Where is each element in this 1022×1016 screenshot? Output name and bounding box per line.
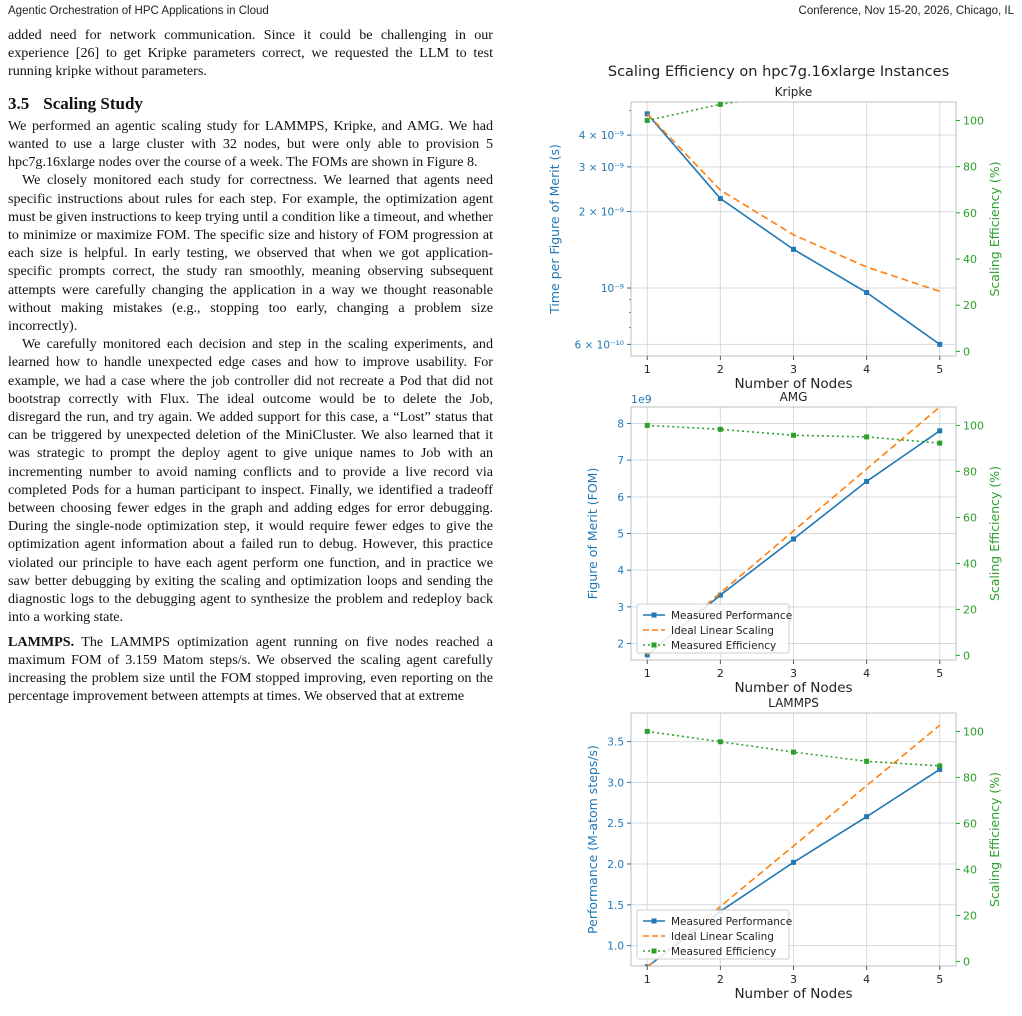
kripke-x-tick-label: 4	[863, 363, 871, 376]
lammps-x-tick-label: 5	[936, 973, 944, 986]
lammps-legend-label: Measured Efficiency	[671, 946, 777, 958]
lammps-y-tick-label: 2.0	[607, 858, 624, 871]
amg-y-axis-label: Figure of Merit (FOM)	[585, 467, 600, 600]
lammps-efficiency-point	[864, 759, 869, 764]
lammps-right-tick-label: 40	[963, 863, 977, 877]
kripke-efficiency-point	[718, 102, 723, 107]
amg-right-axis-label: Scaling Efficiency (%)	[987, 465, 1002, 602]
figure-scaling-efficiency	[535, 60, 1022, 1000]
lammps-efficiency-point	[718, 739, 723, 744]
lammps-right-axis-label: Scaling Efficiency (%)	[987, 771, 1002, 908]
lammps-y-tick-label: 1.5	[607, 899, 624, 912]
kripke-right-tick-label: 80	[963, 160, 977, 174]
amg-offset-label: 1e9	[631, 393, 652, 406]
kripke-right-axis-label: Scaling Efficiency (%)	[987, 161, 1002, 297]
kripke-x-tick-label: 1	[643, 363, 651, 376]
amg-panel-title: AMG	[779, 390, 808, 404]
kripke-y-axis-label: Time per Figure of Merit (s)	[547, 144, 562, 314]
running-header-title: Agentic Orchestration of HPC Applications in Cloud	[8, 5, 269, 17]
amg-right-tick-label: 40	[963, 557, 977, 571]
kripke-x-tick-label: 3	[790, 363, 797, 376]
amg-efficiency-point	[791, 433, 796, 438]
kripke-efficiency-point	[645, 118, 650, 123]
kripke-right-tick-label: 20	[963, 299, 977, 313]
amg-x-tick-label: 3	[790, 667, 797, 680]
paragraph-kripke-end: added need for network communication. Since it could be challenging in our experience [26] to get Kripke parameters correct, we requested the LLM to test running kripke without parameters.	[8, 27, 493, 80]
section-heading	[8, 95, 493, 113]
lammps-measured-point	[791, 860, 796, 865]
kripke-y-tick-label: 6 × 10⁻¹⁰	[574, 339, 624, 352]
kripke-x-axis-label: Number of Nodes	[734, 376, 853, 392]
amg-measured-point	[791, 537, 796, 542]
paragraph-monitoring: We closely monitored each study for correctness. We learned that agents need specific instructions about rules for each step. For example, the optimization agent must be given instructions to keep trying until a condition like a timeout, and whether to minimize or maximize FOM. The specific size and history of FOM progression at each size is helpful. In early testing, we observed that when we got application-specific prompts correct, the study ran smoothly, meaning observing subsequent attempts were carefully changing the application in a way we thought reasonable without making mistakes (e.g., stopping too early, changing a problem size incorrectly).	[8, 172, 493, 335]
lammps-legend-label: Measured Performance	[671, 916, 793, 928]
kripke-panel-title: Kripke	[774, 85, 813, 99]
amg-right-tick-label: 60	[963, 511, 977, 525]
amg-y-tick-label: 4	[617, 565, 624, 578]
amg-y-tick-label: 8	[617, 418, 624, 431]
amg-efficiency-point	[864, 434, 869, 439]
text-column	[8, 26, 493, 705]
amg-efficiency-point	[718, 427, 723, 432]
amg-efficiency-point	[645, 423, 650, 428]
section-number: 3.5	[8, 93, 30, 113]
kripke-right-tick-label: 0	[963, 345, 970, 359]
amg-legend-label: Measured Performance	[671, 610, 793, 622]
amg-x-tick-label: 5	[936, 667, 944, 680]
kripke-right-tick-label: 100	[963, 114, 984, 128]
amg-legend-label: Ideal Linear Scaling	[671, 625, 774, 637]
kripke-right-tick-label: 60	[963, 206, 977, 220]
lammps-y-tick-label: 2.5	[607, 818, 624, 831]
paragraph-lammps	[8, 633, 493, 706]
kripke-y-tick-label: 4 × 10⁻⁹	[578, 130, 624, 143]
paragraph-edge-cases: We carefully monitored each decision and step in the scaling experiments, and learned how to handle unexpected edge cases and how to improve usability. For example, we had a case where the job controller did not recreate a Pod that did not bootstrap correctly with Flux. The ideal outcome would be to delete the Job, disregard the run, and try again. We added support for this case, a “Lost” status that can be triggered by unexpected deletion of the MiniCluster. We also learned that it was strategic to prompt the deploy agent to give unique names to Job with an incrementing number to avoid naming conflicts and to provide a live record via completed Pods for a human participant to inspect. Finally, we identified a tradeoff between choosing fewer edges in the graph and adding edges for error debugging. During the single-node optimization step, it would require fewer edges to give the optimization agent information about a failed run to debug. However, this practice violated our principle to have each agent perform one function, and in practice we saw better debugging by exiting the scaling and optimization loops and sending the diagnostic logs to the debugging agent to synthesize the problem and redeploy back into a working state.	[8, 336, 493, 626]
lammps-right-tick-label: 0	[963, 955, 970, 969]
lammps-legend-marker-measured	[652, 919, 657, 924]
amg-legend-label: Measured Efficiency	[671, 640, 777, 652]
lammps-panel-title: LAMMPS	[768, 696, 819, 710]
lammps-efficiency-point	[937, 763, 942, 768]
amg-y-tick-label: 2	[617, 638, 624, 651]
lammps-x-tick-label: 1	[643, 973, 651, 986]
kripke-y-tick-label: 3 × 10⁻⁹	[578, 161, 624, 174]
amg-efficiency-point	[937, 441, 942, 446]
amg-right-tick-label: 80	[963, 465, 977, 479]
running-header-venue: Conference, Nov 15-20, 2026, Chicago, IL	[798, 5, 1014, 17]
amg-legend-marker-measured	[652, 613, 657, 618]
amg-x-tick-label: 4	[863, 667, 871, 680]
figure-charts	[535, 60, 1022, 1000]
lammps-x-tick-label: 4	[863, 973, 871, 986]
amg-x-axis-label: Number of Nodes	[734, 680, 853, 696]
amg-right-tick-label: 100	[963, 419, 984, 433]
lammps-legend-label: Ideal Linear Scaling	[671, 931, 774, 943]
lammps-legend-marker-efficiency	[652, 949, 657, 954]
paragraph-scaling-intro: We performed an agentic scaling study for LAMMPS, Kripke, and AMG. We had wanted to use a large cluster with 32 nodes, but were only able to provision 5 hpc7g.16xlarge nodes over the course of a week. The FOMs are shown in Figure 8.	[8, 117, 493, 171]
lammps-y-tick-label: 3.0	[607, 777, 624, 790]
amg-y-tick-label: 6	[617, 491, 624, 504]
run-in-heading: LAMMPS.	[8, 633, 75, 650]
lammps-y-axis-label: Performance (M-atom steps/s)	[585, 745, 600, 934]
lammps-measured-point	[864, 814, 869, 819]
kripke-right-tick-label: 40	[963, 253, 977, 267]
amg-right-tick-label: 20	[963, 603, 977, 617]
lammps-y-tick-label: 3.5	[607, 736, 624, 749]
amg-x-tick-label: 2	[716, 667, 724, 680]
lammps-x-tick-label: 3	[790, 973, 797, 986]
amg-measured-point	[937, 428, 942, 433]
lammps-right-tick-label: 20	[963, 909, 977, 923]
lammps-right-tick-label: 80	[963, 771, 977, 785]
amg-legend-marker-efficiency	[652, 643, 657, 648]
section-title: Scaling Study	[43, 93, 143, 113]
lammps-y-tick-label: 1.0	[607, 940, 624, 953]
figure-title: Scaling Efficiency on hpc7g.16xlarge Instances	[607, 64, 950, 80]
lammps-right-tick-label: 100	[963, 725, 984, 739]
kripke-measured-point	[791, 247, 796, 252]
kripke-y-tick-label: 10⁻⁹	[600, 283, 624, 296]
amg-x-tick-label: 1	[643, 667, 651, 680]
kripke-y-tick-label: 2 × 10⁻⁹	[578, 206, 624, 219]
amg-right-tick-label: 0	[963, 649, 970, 663]
amg-y-tick-label: 5	[617, 528, 624, 541]
paragraph-lammps-body: The LAMMPS optimization agent running on five nodes reached a maximum FOM of 3.159 Matom steps/s. We observed the scaling agent carefully increasing the problem size until the FOM stopped improving, even reporting on the percentage improvement between attempts at times. We observed that at extreme	[8, 633, 493, 705]
amg-y-tick-label: 7	[617, 455, 624, 468]
lammps-efficiency-point	[791, 750, 796, 755]
kripke-measured-point	[864, 290, 869, 295]
kripke-x-tick-label: 2	[716, 363, 724, 376]
amg-measured-point	[864, 479, 869, 484]
lammps-right-tick-label: 60	[963, 817, 977, 831]
kripke-x-tick-label: 5	[936, 363, 944, 376]
lammps-x-tick-label: 2	[716, 973, 724, 986]
lammps-efficiency-point	[645, 729, 650, 734]
kripke-measured-point	[937, 342, 942, 347]
kripke-measured-point	[718, 196, 723, 201]
lammps-x-axis-label: Number of Nodes	[734, 986, 853, 1000]
amg-y-tick-label: 3	[617, 601, 624, 614]
